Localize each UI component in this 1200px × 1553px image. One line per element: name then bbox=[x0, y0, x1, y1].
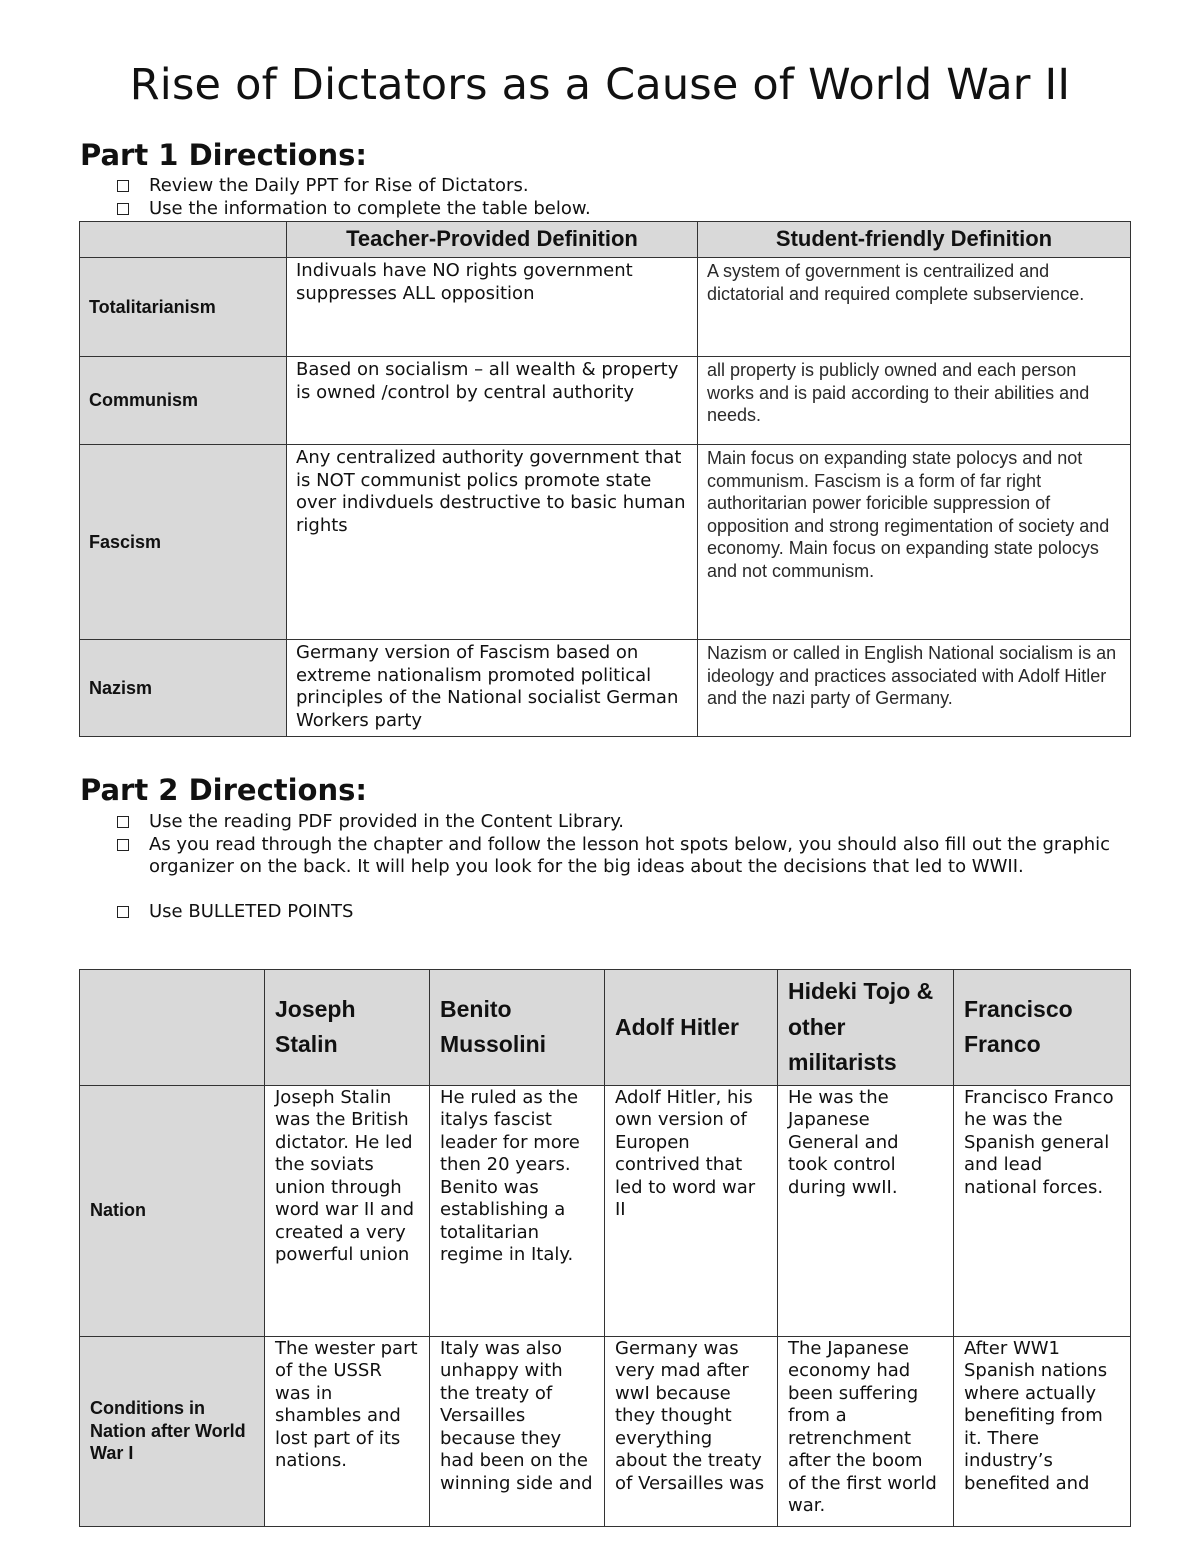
student-definition-cell[interactable]: all property is publicly owned and each person works and is paid according to their abilities and needs. bbox=[698, 357, 1131, 445]
definition-row-nazism bbox=[80, 640, 1131, 737]
leader-cell[interactable]: Joseph Stalin was the British dictator. He led the soviats union through word war II and created a very powerful union bbox=[265, 1085, 430, 1336]
part2-direction-item bbox=[80, 834, 1140, 879]
row-label-nation: Nation bbox=[80, 1085, 265, 1336]
leader-cell[interactable]: Francisco Franco he was the Spanish general and lead national forces. bbox=[954, 1085, 1131, 1336]
leader-cell[interactable]: Italy was also unhappy with the treaty of Versailles because they had been on the winning side and bbox=[430, 1336, 605, 1526]
part1-direction-text: Use the information to complete the table below. bbox=[149, 197, 591, 219]
part1-direction-item bbox=[80, 198, 1140, 221]
student-definition-cell[interactable]: Nazism or called in English National socialism is an ideology and practices associated with Adolf Hitler and the nazi party of Germany. bbox=[698, 640, 1131, 737]
definitions-header-row bbox=[80, 222, 1131, 258]
teacher-definition-cell[interactable]: Based on socialism – all wealth & property is owned /control by central authority bbox=[287, 357, 698, 445]
definition-row-fascism bbox=[80, 445, 1131, 640]
part1-direction-text: Review the Daily PPT for Rise of Dictators. bbox=[149, 175, 529, 196]
part2-direction-item bbox=[80, 901, 1140, 924]
leader-cell[interactable]: After WW1 Spanish nations where actually benefiting from it. There industry’s benefited and bbox=[954, 1336, 1131, 1526]
leader-header-stalin: Joseph Stalin bbox=[265, 970, 430, 1086]
definition-row-communism bbox=[80, 357, 1131, 445]
definitions-corner-cell bbox=[80, 222, 287, 258]
student-definition-cell[interactable]: A system of government is centrailized and dictatorial and required complete subservience. bbox=[698, 258, 1131, 357]
part1-directions-list bbox=[80, 175, 1140, 220]
row-label-conditions: Conditions in Nation after World War I bbox=[80, 1336, 265, 1526]
term-cell: Communism bbox=[80, 357, 287, 445]
term-cell: Totalitarianism bbox=[80, 258, 287, 357]
leader-header-mussolini: Benito Mussolini bbox=[430, 970, 605, 1086]
leaders-corner-cell bbox=[80, 970, 265, 1086]
leaders-header-row bbox=[80, 970, 1131, 1086]
leader-header-hitler: Adolf Hitler bbox=[605, 970, 778, 1086]
leader-cell[interactable]: Germany was very mad after wwI because they thought everything about the treaty of Versailles was bbox=[605, 1336, 778, 1526]
leader-cell[interactable]: The Japanese economy had been suffering from a retrenchment after the boom of the first world war. bbox=[778, 1336, 954, 1526]
leader-header-franco: Francisco Franco bbox=[954, 970, 1131, 1086]
part2-direction-text: Use BULLETED POINTS bbox=[149, 900, 354, 922]
checkbox-icon[interactable] bbox=[117, 839, 129, 851]
student-definition-header: Student-friendly Definition bbox=[698, 222, 1131, 258]
part1-heading: Part 1 Directions: bbox=[80, 138, 367, 172]
student-definition-cell[interactable]: Main focus on expanding state polocys and not communism. Fascism is a form of far right authoritarian power foricible suppression of opposition and strong regimentation of society and economy. Main focus on expanding state polocys and not communism. bbox=[698, 445, 1131, 640]
teacher-definition-header: Teacher-Provided Definition bbox=[287, 222, 698, 258]
leader-cell[interactable]: He was the Japanese General and took control during wwII. bbox=[778, 1085, 954, 1336]
part2-heading: Part 2 Directions: bbox=[80, 773, 367, 807]
leader-cell[interactable]: The wester part of the USSR was in shambles and lost part of its nations. bbox=[265, 1336, 430, 1526]
leaders-row-conditions bbox=[80, 1336, 1131, 1526]
checkbox-icon[interactable] bbox=[117, 203, 129, 215]
term-cell: Fascism bbox=[80, 445, 287, 640]
definition-row-totalitarianism bbox=[80, 258, 1131, 357]
leader-cell[interactable]: Adolf Hitler, his own version of Europen contrived that led to word war II bbox=[605, 1085, 778, 1336]
teacher-definition-cell[interactable]: Indivuals have NO rights government suppresses ALL opposition bbox=[287, 258, 698, 357]
leader-cell[interactable]: He ruled as the italys fascist leader for more then 20 years. Benito was establishing a totalitarian regime in Italy. bbox=[430, 1085, 605, 1336]
leaders-table bbox=[79, 969, 1131, 1527]
part2-direction-text: As you read through the chapter and follow the lesson hot spots below, you should also fill out the graphic organizer on the back. It will help you look for the big ideas about the decisions that led to WWII. bbox=[149, 833, 1111, 877]
term-cell: Nazism bbox=[80, 640, 287, 737]
part1-direction-item bbox=[80, 175, 1140, 198]
teacher-definition-cell[interactable]: Any centralized authority government that is NOT communist polics promote state over indivduels destructive to basic human rights bbox=[287, 445, 698, 640]
part2-directions-list bbox=[80, 811, 1140, 923]
page-title: Rise of Dictators as a Cause of World War II bbox=[129, 60, 1071, 110]
part2-direction-item bbox=[80, 811, 1140, 834]
definitions-table bbox=[79, 221, 1131, 737]
checkbox-icon[interactable] bbox=[117, 816, 129, 828]
leader-header-tojo: Hideki Tojo & other militarists bbox=[778, 970, 954, 1086]
leaders-row-nation bbox=[80, 1085, 1131, 1336]
checkbox-icon[interactable] bbox=[117, 906, 129, 918]
checkbox-icon[interactable] bbox=[117, 180, 129, 192]
teacher-definition-cell[interactable]: Germany version of Fascism based on extreme nationalism promoted political principles of the National socialist German Workers party bbox=[287, 640, 698, 737]
part2-direction-text: Use the reading PDF provided in the Content Library. bbox=[149, 811, 625, 832]
